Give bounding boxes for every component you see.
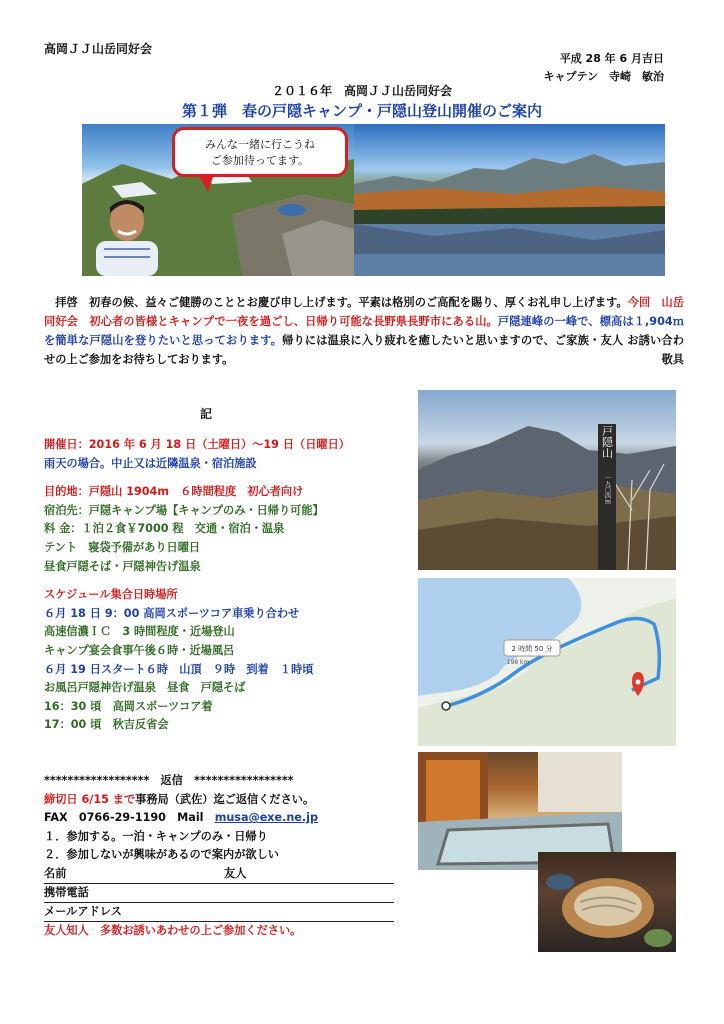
club-name: 高岡ＪＪ山岳同好会 — [44, 42, 153, 56]
summit-sign-elevation: 一九〇四ｍ — [603, 475, 611, 505]
reply-deadline: 締切日 6/15 まで — [44, 792, 136, 806]
schedule-item: 16：30 頃 高岡スポーツコア着 — [44, 699, 213, 713]
route-map — [418, 578, 676, 746]
schedule-item: 17：00 頃 秋吉反省会 — [44, 718, 169, 732]
schedule-item: ６月 19 日スタート６時 山頂 ９時 到着 １時頃 — [44, 662, 314, 676]
schedule-title: スケジュール集合日時場所 — [44, 588, 178, 602]
route-time: 2 時間 50 分 — [511, 645, 553, 653]
friend-label: 友人 — [224, 866, 247, 880]
lake-mountain-photo — [354, 124, 665, 276]
fax-number: FAX 0766-29-1190 Mail — [44, 811, 215, 825]
captain-photo — [86, 193, 168, 276]
destination: 目的地：戸隠山 1904m ６時間程度 初心者向け — [44, 485, 304, 499]
speech-bubble — [172, 127, 348, 177]
fee: 料 金：１泊２食￥7000 程 交通・宿泊・温泉 — [44, 522, 285, 536]
greeting-plan: 今回 山岳同好会 初心者の皆様とキャンプで一夜を過ごし、日帰り可能な長野県長野市にある山。 — [44, 296, 684, 328]
spacer — [44, 473, 414, 483]
email-label: メールアドレス — [44, 904, 122, 918]
schedule-item: お風呂戸隠神告げ温泉 昼食 戸隠そば — [44, 681, 246, 695]
schedule-item: ６月 18 日 9：00 高岡スポーツコア車乗り合わせ — [44, 606, 300, 620]
phone-label: 携帯電話 — [44, 885, 89, 899]
name-label: 名前 — [44, 866, 67, 880]
spacer — [44, 576, 414, 586]
option-attend: １．参加する。一泊・キャンプのみ・日帰り — [44, 829, 268, 843]
soba-photo — [538, 852, 676, 952]
reply-header: ****************** 返信 ***************** — [44, 774, 294, 787]
bubble-line-2: ご参加待ってます。 — [210, 154, 310, 167]
email-row[interactable] — [44, 903, 394, 922]
email-link[interactable]: musa@exe.ne.jp — [214, 811, 318, 825]
lunch: 昼食戸隠そば・戸隠神告げ温泉 — [44, 559, 201, 573]
tent: テント 寝袋予備があり日曜日 — [44, 540, 201, 554]
document-date: 平成 28 年 6 月吉日 — [559, 52, 664, 65]
document-subtitle: ２０１６年 高岡ＪＪ山岳同好会 — [271, 84, 452, 98]
lodging: 宿泊先：戸隠キャンプ場【キャンプのみ・日帰り可能】 — [44, 503, 324, 517]
phone-row[interactable] — [44, 884, 394, 903]
summit-sign-text: 戸隠山 — [600, 425, 614, 459]
greeting-intro: 拝啓 初春の候、益々ご健勝のこととお慶び申し上げます。平素は格別のご高配を賜り、厚くお礼申し上げます。 — [44, 296, 628, 309]
bubble-line-1: みんな一緒に行こうね — [205, 138, 315, 151]
invite-note: 友人知人 多数お誘いあわせの上ご参加ください。 — [44, 923, 302, 937]
schedule-item: 高速信濃ＩＣ 3 時間程度・近場登山 — [44, 625, 235, 639]
schedule-item: キャンプ宴会食事午後６時・近場風呂 — [44, 643, 235, 657]
greeting-paragraph — [44, 293, 684, 369]
document-title: 第１弾 春の戸隠キャンプ・戸隠山登山開催のご案内 — [181, 102, 542, 120]
reply-section — [44, 772, 394, 941]
option-interest: ２．参加しないが興味があるので案内が欲しい — [44, 848, 279, 862]
rain-policy: 雨天の場合。中止又は近隣温泉・宿泊施設 — [44, 456, 257, 470]
captain-name: キャプテン 寺崎 敏治 — [543, 70, 664, 83]
summit-sign-photo — [418, 390, 676, 570]
ki-heading: 記 — [200, 407, 213, 421]
greeting-mountain: 戸隠連峰の一峰で、標高は１,904ｍ を簡単な戸隠山を登りたいと思っております。 — [44, 315, 684, 347]
event-date: 開催日：2016 年 6 月 18 日（土曜日）～19 日（日曜日） — [44, 438, 350, 451]
name-row[interactable] — [44, 865, 394, 884]
closing-word: 敬具 — [661, 353, 684, 366]
route-distance: 198 km — [506, 659, 530, 666]
event-details — [44, 436, 414, 735]
speech-bubble-tail — [198, 174, 214, 192]
greeting-onsen: 帰りには温泉に入り疲れを癒したいと思いますので、ご家族・友人 お誘い合わせの上ご参加をお待ちしております。 — [44, 334, 684, 366]
reply-deadline-rest: 事務局（武佐）迄ご返信ください。 — [135, 792, 315, 806]
